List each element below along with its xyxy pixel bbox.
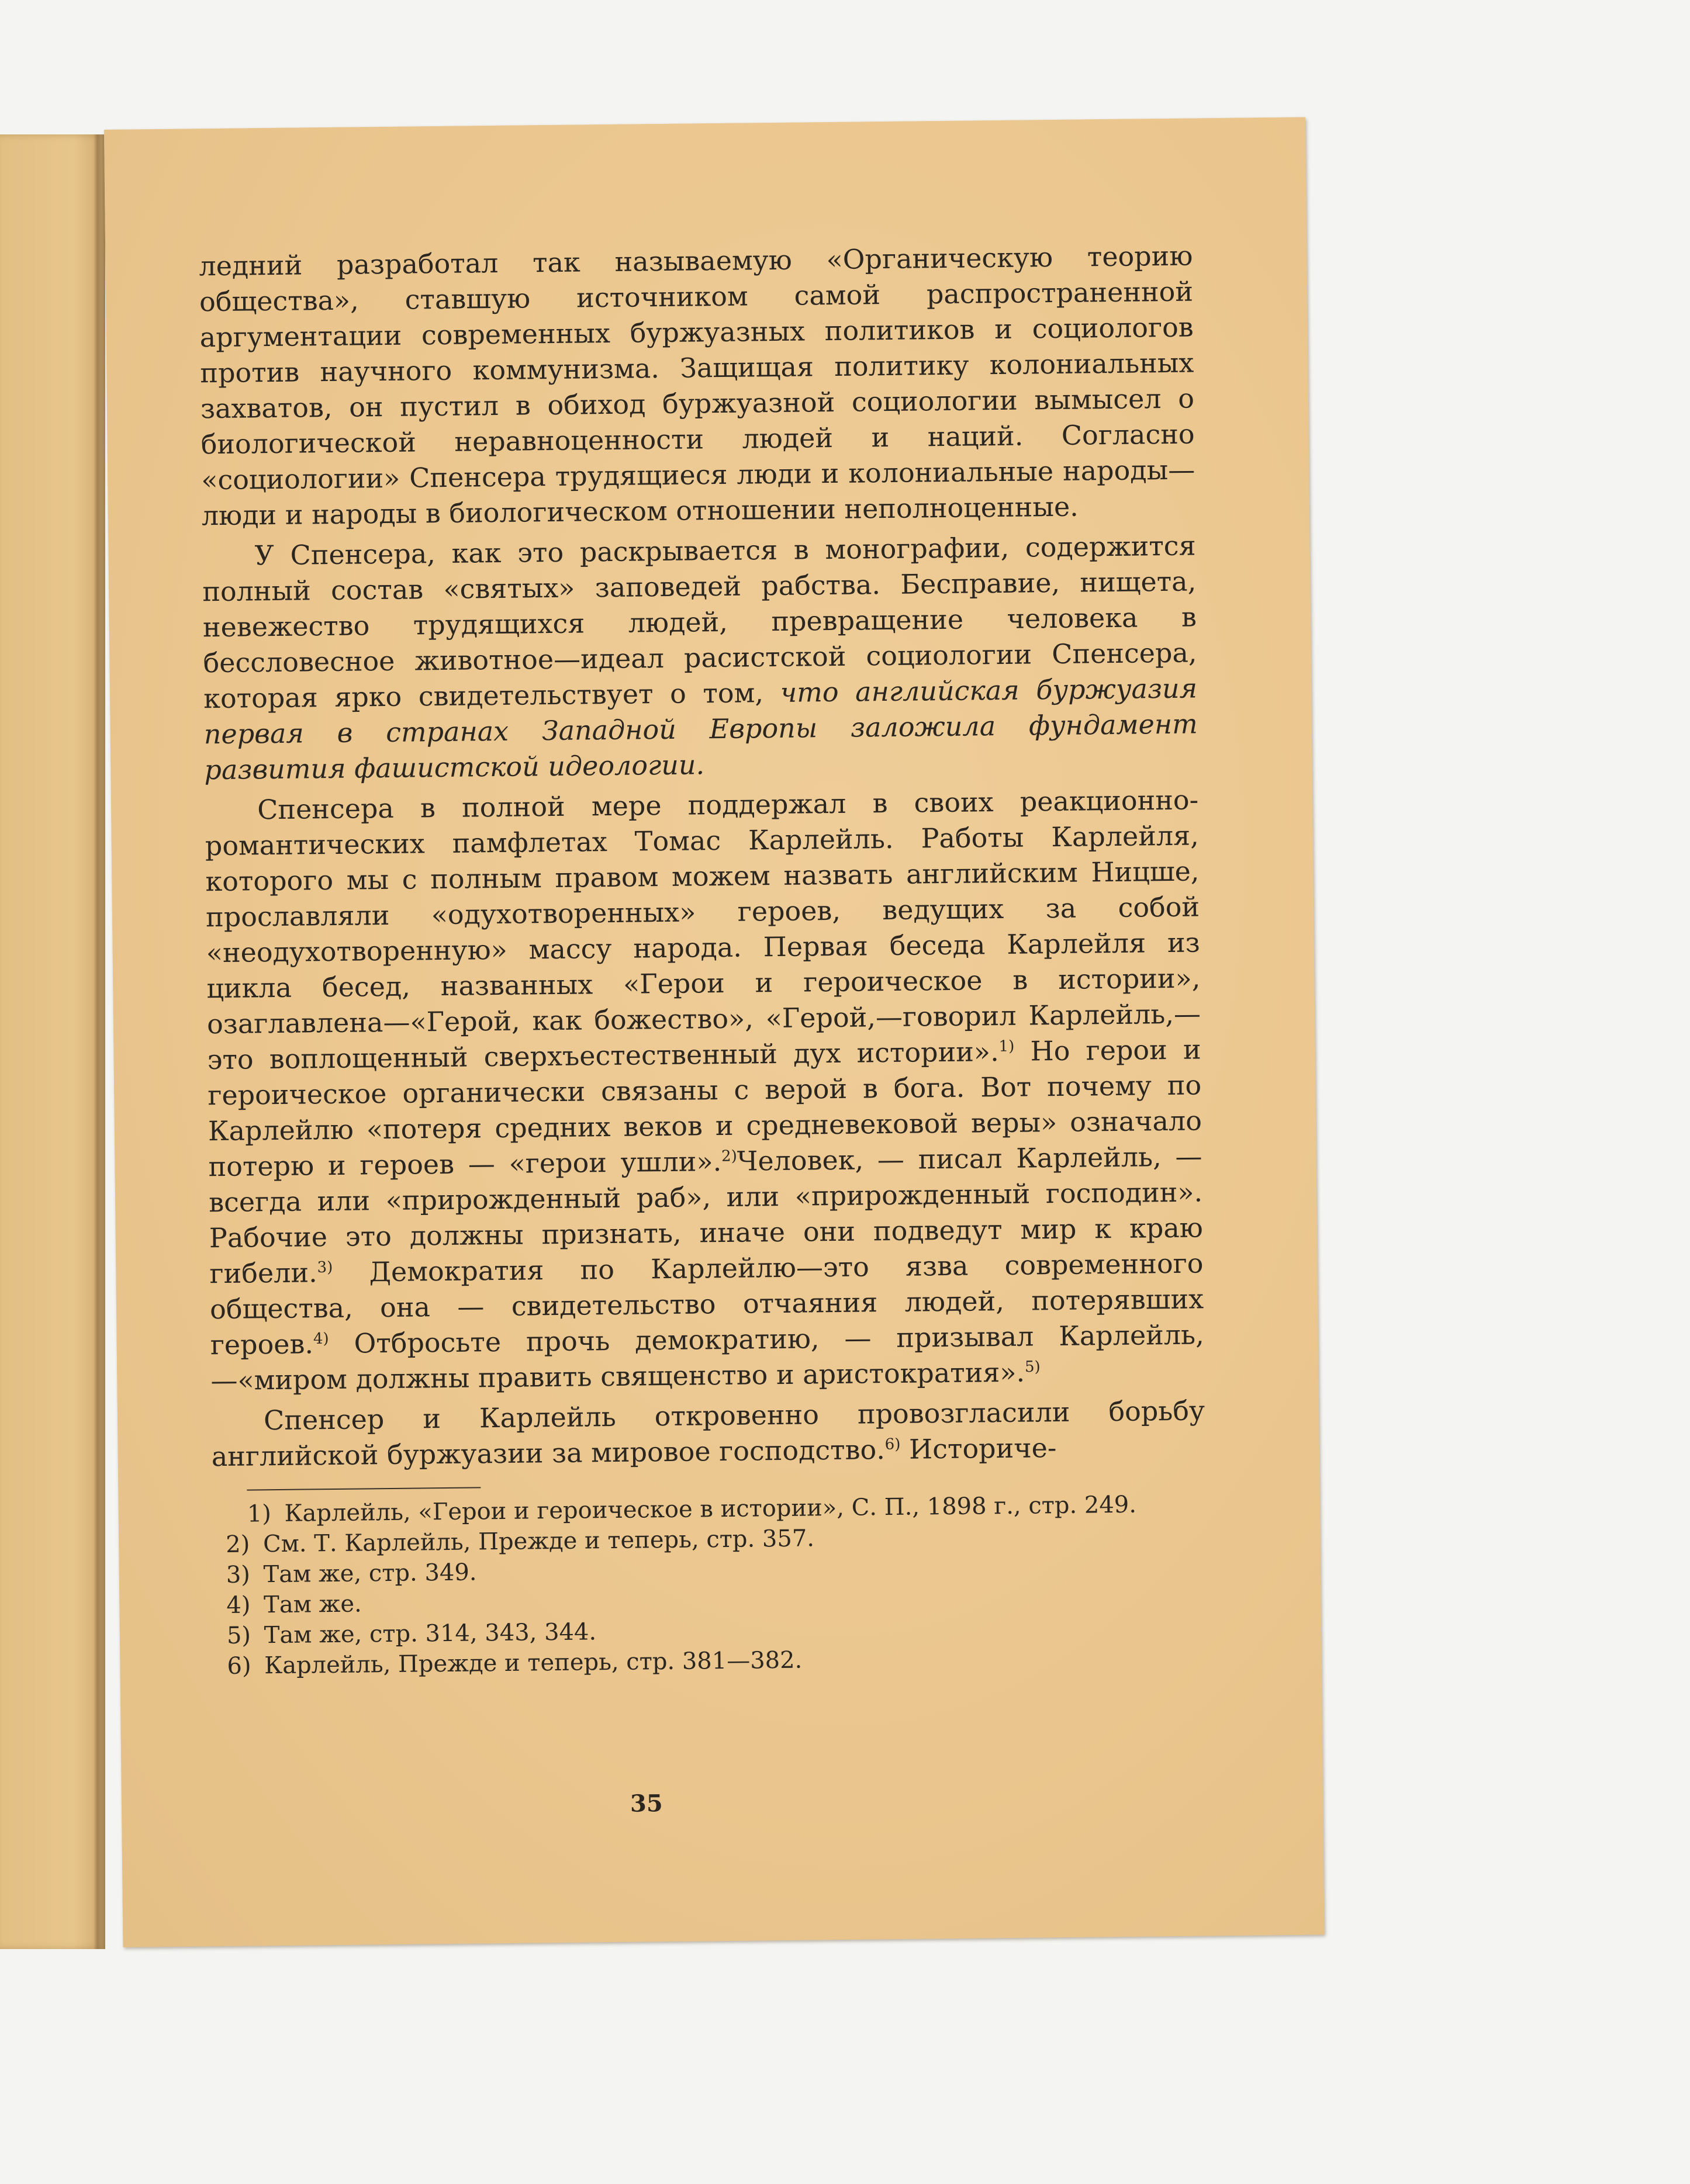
footnote-text: См. Т. Карлейль, Прежде и теперь, стр. 357. bbox=[262, 1525, 815, 1558]
footnote-number: 1) bbox=[247, 1500, 272, 1528]
left-page-edge bbox=[0, 134, 105, 1949]
paragraphs bbox=[199, 238, 1205, 1475]
book-gutter bbox=[94, 134, 102, 1949]
footnote-marker: 3) bbox=[317, 1258, 333, 1276]
text-run: Историче- bbox=[900, 1432, 1057, 1465]
text-run: Но герои и героическое органически связаны с верой в бога. Вот почему по Карлейлю «потеря средних веков и средневековой веры» означало потерю и героев — «герои ушли». bbox=[208, 1033, 1202, 1183]
footnote-text: Там же, стр. 314, 343, 344. bbox=[264, 1618, 597, 1649]
footnote-marker: 6) bbox=[884, 1435, 901, 1453]
footnote-number: 4) bbox=[226, 1591, 251, 1619]
footnote-number: 5) bbox=[226, 1622, 251, 1649]
footnotes bbox=[212, 1489, 1208, 1681]
right-page bbox=[104, 117, 1324, 1947]
paragraph bbox=[202, 528, 1198, 788]
footnote-text: Карлейль, «Герои и героическое в истории», С. П., 1898 г., стр. 249. bbox=[284, 1491, 1137, 1527]
footnote-text: Там же. bbox=[263, 1590, 362, 1619]
text-run: Человек, — писал Карлейль, — всегда или «прирожденный раб», или «прирожденный господин». Рабочие это должны признать, иначе они подведут мир к краю гибели. bbox=[208, 1140, 1204, 1290]
footnote-number: 3) bbox=[226, 1561, 251, 1588]
paragraph bbox=[211, 1393, 1205, 1475]
paragraph bbox=[199, 238, 1195, 534]
page-number: 35 bbox=[630, 1790, 663, 1818]
text-run: Спенсер и Карлейль откровенно провозгласили борьбу английской буржуазии за мировое господство. bbox=[211, 1394, 1205, 1473]
footnote-rule bbox=[247, 1487, 481, 1490]
footnote-text: Карлейль, Прежде и теперь, стр. 381—382. bbox=[264, 1646, 803, 1680]
footnote-marker: 4) bbox=[313, 1330, 329, 1348]
footnote-number: 6) bbox=[227, 1652, 251, 1680]
footnote-marker: 5) bbox=[1024, 1358, 1041, 1376]
text-run: Демократия по Карлейлю—это язва современного общества, она — свидетельство отчаяния людей, потерявших героев. bbox=[209, 1247, 1204, 1361]
footnote-marker: 1) bbox=[998, 1037, 1015, 1055]
text-run: У Спенсера, как это раскрывается в монографии, содержится полный состав «святых» заповедей рабства. Бесправие, нищета, невежество трудящихся людей, превращение человека в бессловесное животное—идеал расистской социологии Спенсера, которая ярко свидетельствует о том, bbox=[202, 529, 1197, 715]
body-text bbox=[199, 238, 1208, 1682]
footnote-text: Там же, стр. 349. bbox=[263, 1559, 477, 1588]
footnote-marker: 2) bbox=[721, 1147, 737, 1165]
emphasized-text: что английская буржуазия первая в странах Западной Европы заложила фундамент развития фашистской идеологии. bbox=[203, 672, 1198, 786]
paragraph bbox=[205, 782, 1205, 1399]
text-run: Спенсера в полной мере поддержал в своих реакционно-романтических памфлетах Томас Карлейль. Работы Карлейля, которого мы с полным правом можем назвать английским Ницше, прославляли «одухотворенных» героев, ведущих за собой «неодухотворенную» массу народа. Первая беседа Карлейля из цикла бесед, названных «Герои и героическое в истории», озаглавлена—«Герой, как божество», «Герой,—говорил Карлейль,—это воплощенный сверхъестественный дух истории». bbox=[205, 784, 1201, 1076]
text-run: ледний разработал так называемую «Органическую теорию общества», ставшую источником самой распространенной аргументации современных буржуазных политиков и социологов против научного коммунизма. Защищая политику колониальных захватов, он пустил в обиход буржуазной социологии вымысел о биологической неравноценности людей и наций. Согласно «социологии» Спенсера трудящиеся люди и колониальные народы—люди и народы в биологическом отношении неполноценные. bbox=[199, 240, 1195, 532]
footnote-number: 2) bbox=[226, 1531, 250, 1558]
text-run: Отбросьте прочь демократию, — призывал Карлейль,—«миром должны править священство и аристократия». bbox=[210, 1318, 1204, 1397]
